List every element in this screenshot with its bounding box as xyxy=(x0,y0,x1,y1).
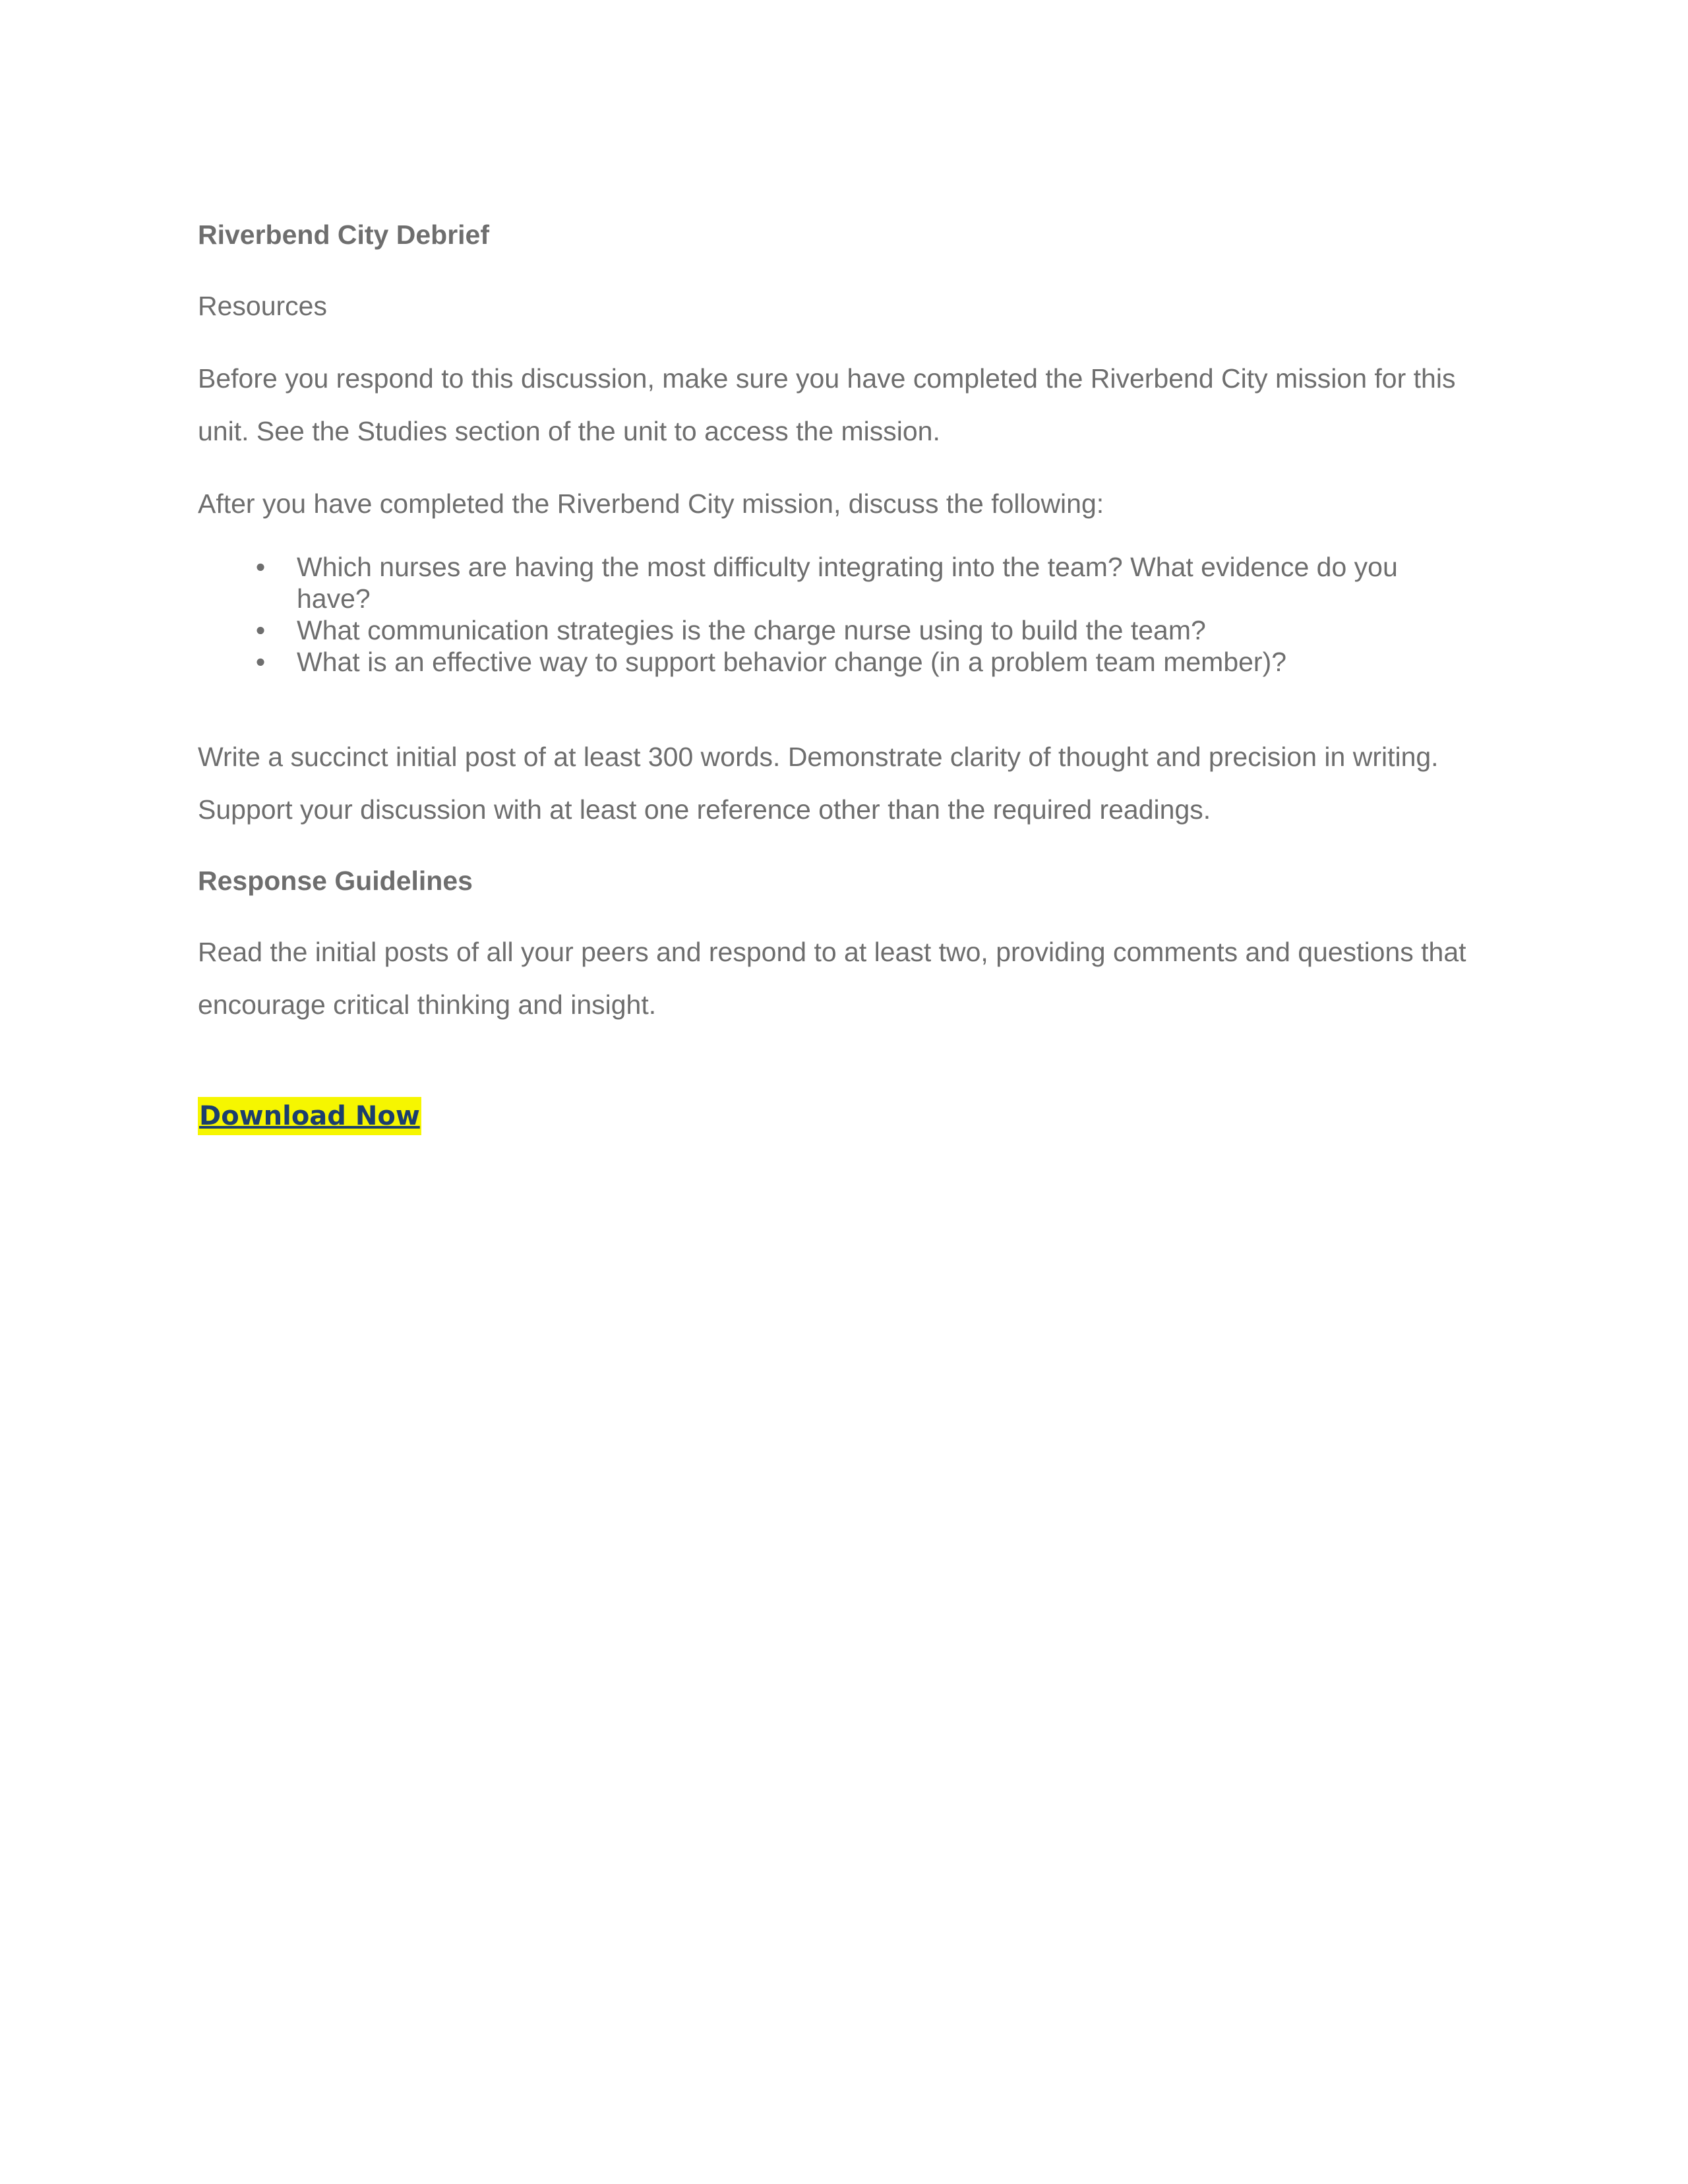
post-requirements: Write a succinct initial post of at least 300 words. Demonstrate clarity of thought and precision in writing. Support your discussion with at least one reference other than the required readings. xyxy=(198,742,1439,825)
intro-paragraph: Before you respond to this discussion, make sure you have completed the Riverbend City mission for this unit. See the Studies section of the unit to access the mission. xyxy=(198,363,1456,446)
download-row xyxy=(198,1097,1490,1135)
bullet-icon: • xyxy=(255,552,266,582)
list-item xyxy=(198,551,1451,614)
response-guidelines-heading: Response Guidelines xyxy=(198,866,473,896)
question-text: What communication strategies is the charge nurse using to build the team? xyxy=(297,615,1206,645)
response-paragraph: Read the initial posts of all your peers and respond to at least two, providing comments and questions that encourage critical thinking and insight. xyxy=(198,937,1466,1020)
download-now-link[interactable]: Download Now xyxy=(198,1097,421,1135)
bullet-icon: • xyxy=(255,615,266,645)
bullet-icon: • xyxy=(255,647,266,677)
question-text: Which nurses are having the most difficulty integrating into the team? What evidence do you have? xyxy=(297,552,1398,614)
list-item xyxy=(198,646,1451,678)
list-item xyxy=(198,614,1451,646)
question-list xyxy=(198,551,1451,678)
discuss-prompt: After you have completed the Riverbend City mission, discuss the following: xyxy=(198,488,1104,519)
resources-label: Resources xyxy=(198,291,327,321)
question-text: What is an effective way to support behavior change (in a problem team member)? xyxy=(297,647,1287,677)
document-title: Riverbend City Debrief xyxy=(198,220,489,250)
document-content xyxy=(198,216,1490,1135)
